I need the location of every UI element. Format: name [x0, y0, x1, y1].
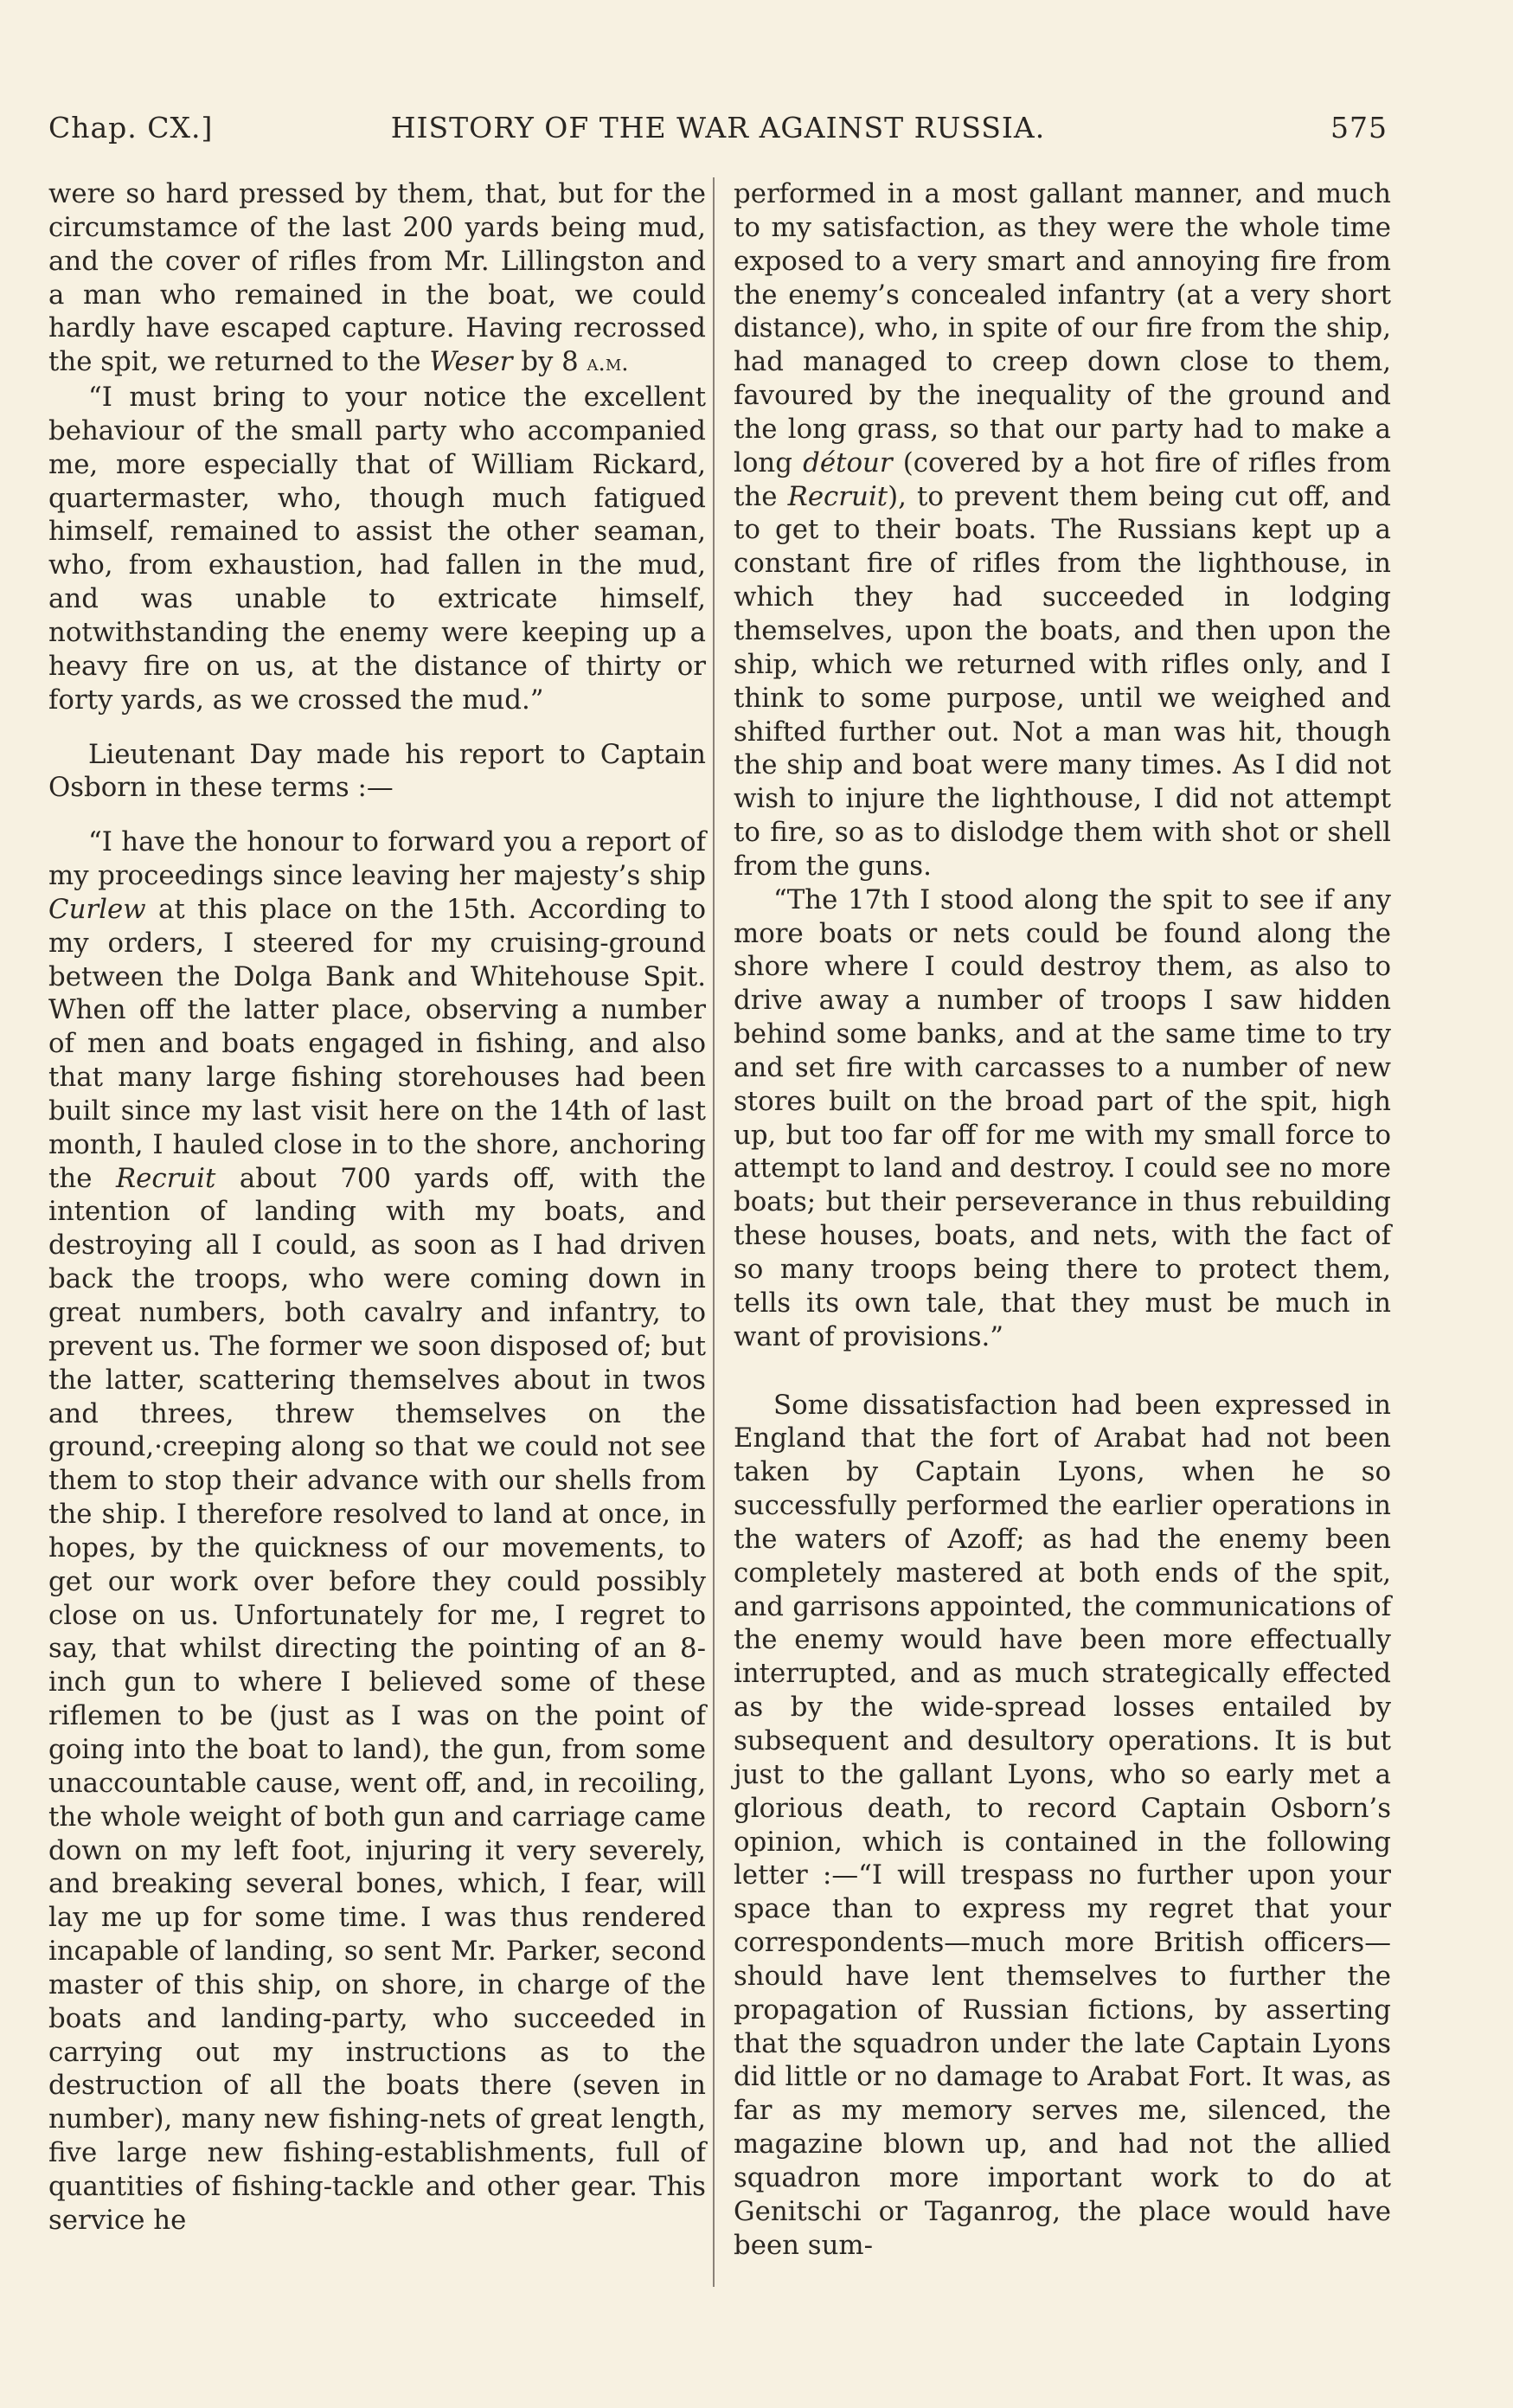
right-column	[734, 177, 1391, 2262]
left-column	[48, 177, 706, 2238]
ship-name: Recruit	[115, 1162, 216, 1194]
running-header	[48, 111, 1388, 157]
paragraph-text: performed in a most gallant manner, and much to my satisfaction, as they were the whole time exposed to a very smart and annoying fire from the enemy’s concealed infantry (at a very short distance), who, in spite of our fire from the ship, had managed to creep down close to them, favoured by the inequality of the ground and the long grass, so that our party had to make a long	[734, 178, 1391, 478]
column-divider	[713, 177, 715, 2287]
page-number: 575	[1330, 111, 1388, 144]
paragraph-text: ), to prevent them being cut off, and to get to their boats. The Russians kept up a constant fire of rifles from the lighthouse, in which they had succeeded in lodging themselves, upon the boats, and then upon the ship, which we returned with rifles only, and I think to some purpose, until we weighed and shifted further out. Not a man was hit, though the ship and boat were many times. As I did not wish to injure the lighthouse, I did not attempt to fire, so as to dislodge them with shot or shell from the guns.	[734, 480, 1391, 882]
ship-name: Weser	[429, 346, 513, 378]
paragraph	[734, 177, 1391, 883]
italic-word: détour	[803, 446, 893, 478]
ship-name: Curlew	[48, 893, 146, 925]
paragraph-text: (covered by a hot fire of rifles from the	[734, 446, 1391, 512]
paragraph: “I must bring to your notice the excellent behaviour of the small party who accompanied me, more especially that of William Rickard, quartermaster, who, though much fatigued himself, remained to assist the other seaman, who, from exhaustion, had fallen in the mud, and was unable to extricate himself, notwithstanding the enemy were keeping up a heavy fire on us, at the distance of thirty or forty yards, as we crossed the mud.”	[48, 382, 706, 716]
paragraph: Lieutenant Day made his report to Captain Osborn in these terms :—	[48, 738, 706, 804]
paragraph	[48, 825, 706, 2237]
paragraph-text: by 8	[512, 346, 587, 378]
paragraph: Some dissatisfaction had been expressed in England that the fort of Arabat had not been taken by Captain Lyons, when he so successfully performed the earlier operations in the waters of Azoff; as had the enemy been completely mastered at both ends of the spit, and garrisons appointed, the communications of the enemy would have been more effectually interrupted, and as much strategically effected as by the wide-spread losses entailed by subsequent and desultory operations. It is but just to the gallant Lyons, who so early met a glorious death, to record Captain Osborn’s opinion, which is contained in the following letter :—“I will trespass no further upon your space than to express my regret that your correspondents—much more British officers—should have lent themselves to further the propagation of Russian fictions, by asserting that the squadron under the late Captain Lyons did little or no damage to Arabat Fort. It was, as far as my memory serves me, silenced, the magazine blown up, and had not the allied squadron more important work to do at Genitschi or Taganrog, the place would have been sum-	[734, 1389, 1391, 2261]
paragraph-text: about 700 yards off, with the intention of landing with my boats, and destroying all I could, as soon as I had driven back the troops, who were coming down in great numbers, both cavalry and infantry, to prevent us. The former we soon disposed of; but the latter, scattering themselves about in twos and threes, threw themselves on the ground,·creeping along so that we could not see them to stop their advance with our shells from the ship. I therefore resolved to land at once, in hopes, by the quickness of our movements, to get our work over before they could possibly close on us. Unfortunately for me, I regret to say, that whilst directing the pointing of an 8-inch gun to where I believed some of these riflemen to be (just as I was on the point of going into the boat to land), the gun, from some unaccountable cause, went off, and, in recoiling, the whole weight of both gun and carriage came down on my left foot, injuring it very severely, and breaking several bones, which, I fear, will lay me up for some time. I was thus rendered incapable of landing, so sent Mr. Parker, second master of this ship, on shore, in charge of the boats and landing-party, who succeeded in carrying out my instructions as to the destruction of all the boats there (seven in number), many new fishing-nets of great length, five large new fishing-establishments, full of quantities of fishing-tackle and other gear. This service he	[48, 1162, 706, 2236]
paragraph-text: at this place on the 15th. According to my orders, I steered for my cruising-ground between the Dolga Bank and Whitehouse Spit. When off the latter place, observing a number of men and boats engaged in fishing, and also that many large fishing storehouses had been built since my last visit here on the 14th of last month, I hauled close in to the shore, anchoring the	[48, 893, 706, 1194]
paragraph-text: were so hard pressed by them, that, but for the circumstamce of the last 200 yards being mud, and the cover of rifles from Mr. Lillingston and a man who remained in the boat, we could hardly have escaped capture. Having recrossed the spit, we returned to the	[48, 178, 706, 378]
paragraph-text: “I have the honour to forward you a report of my proceedings since leaving her majesty’s ship	[48, 826, 706, 892]
ship-name: Recruit	[787, 480, 888, 512]
chapter-label: Chap. CX.]	[48, 111, 214, 144]
running-title: HISTORY OF THE WAR AGAINST RUSSIA.	[390, 111, 1046, 144]
paragraph: “The 17th I stood along the spit to see if any more boats or nets could be found along the shore where I could destroy them, as also to drive away a number of troops I saw hidden behind some banks, and at the same time to try and set fire with carcasses to a number of new stores built on the broad part of the spit, high up, but too far off for me with my small force to attempt to land and destroy. I could see no more boats; but their perseverance in thus rebuilding these houses, boats, and nets, with the fact of so many troops being there to protect them, tells its own tale, that they must be much in want of provisions.”	[734, 883, 1391, 1352]
paragraph	[48, 177, 706, 381]
time-abbrev: a.m.	[587, 350, 629, 377]
